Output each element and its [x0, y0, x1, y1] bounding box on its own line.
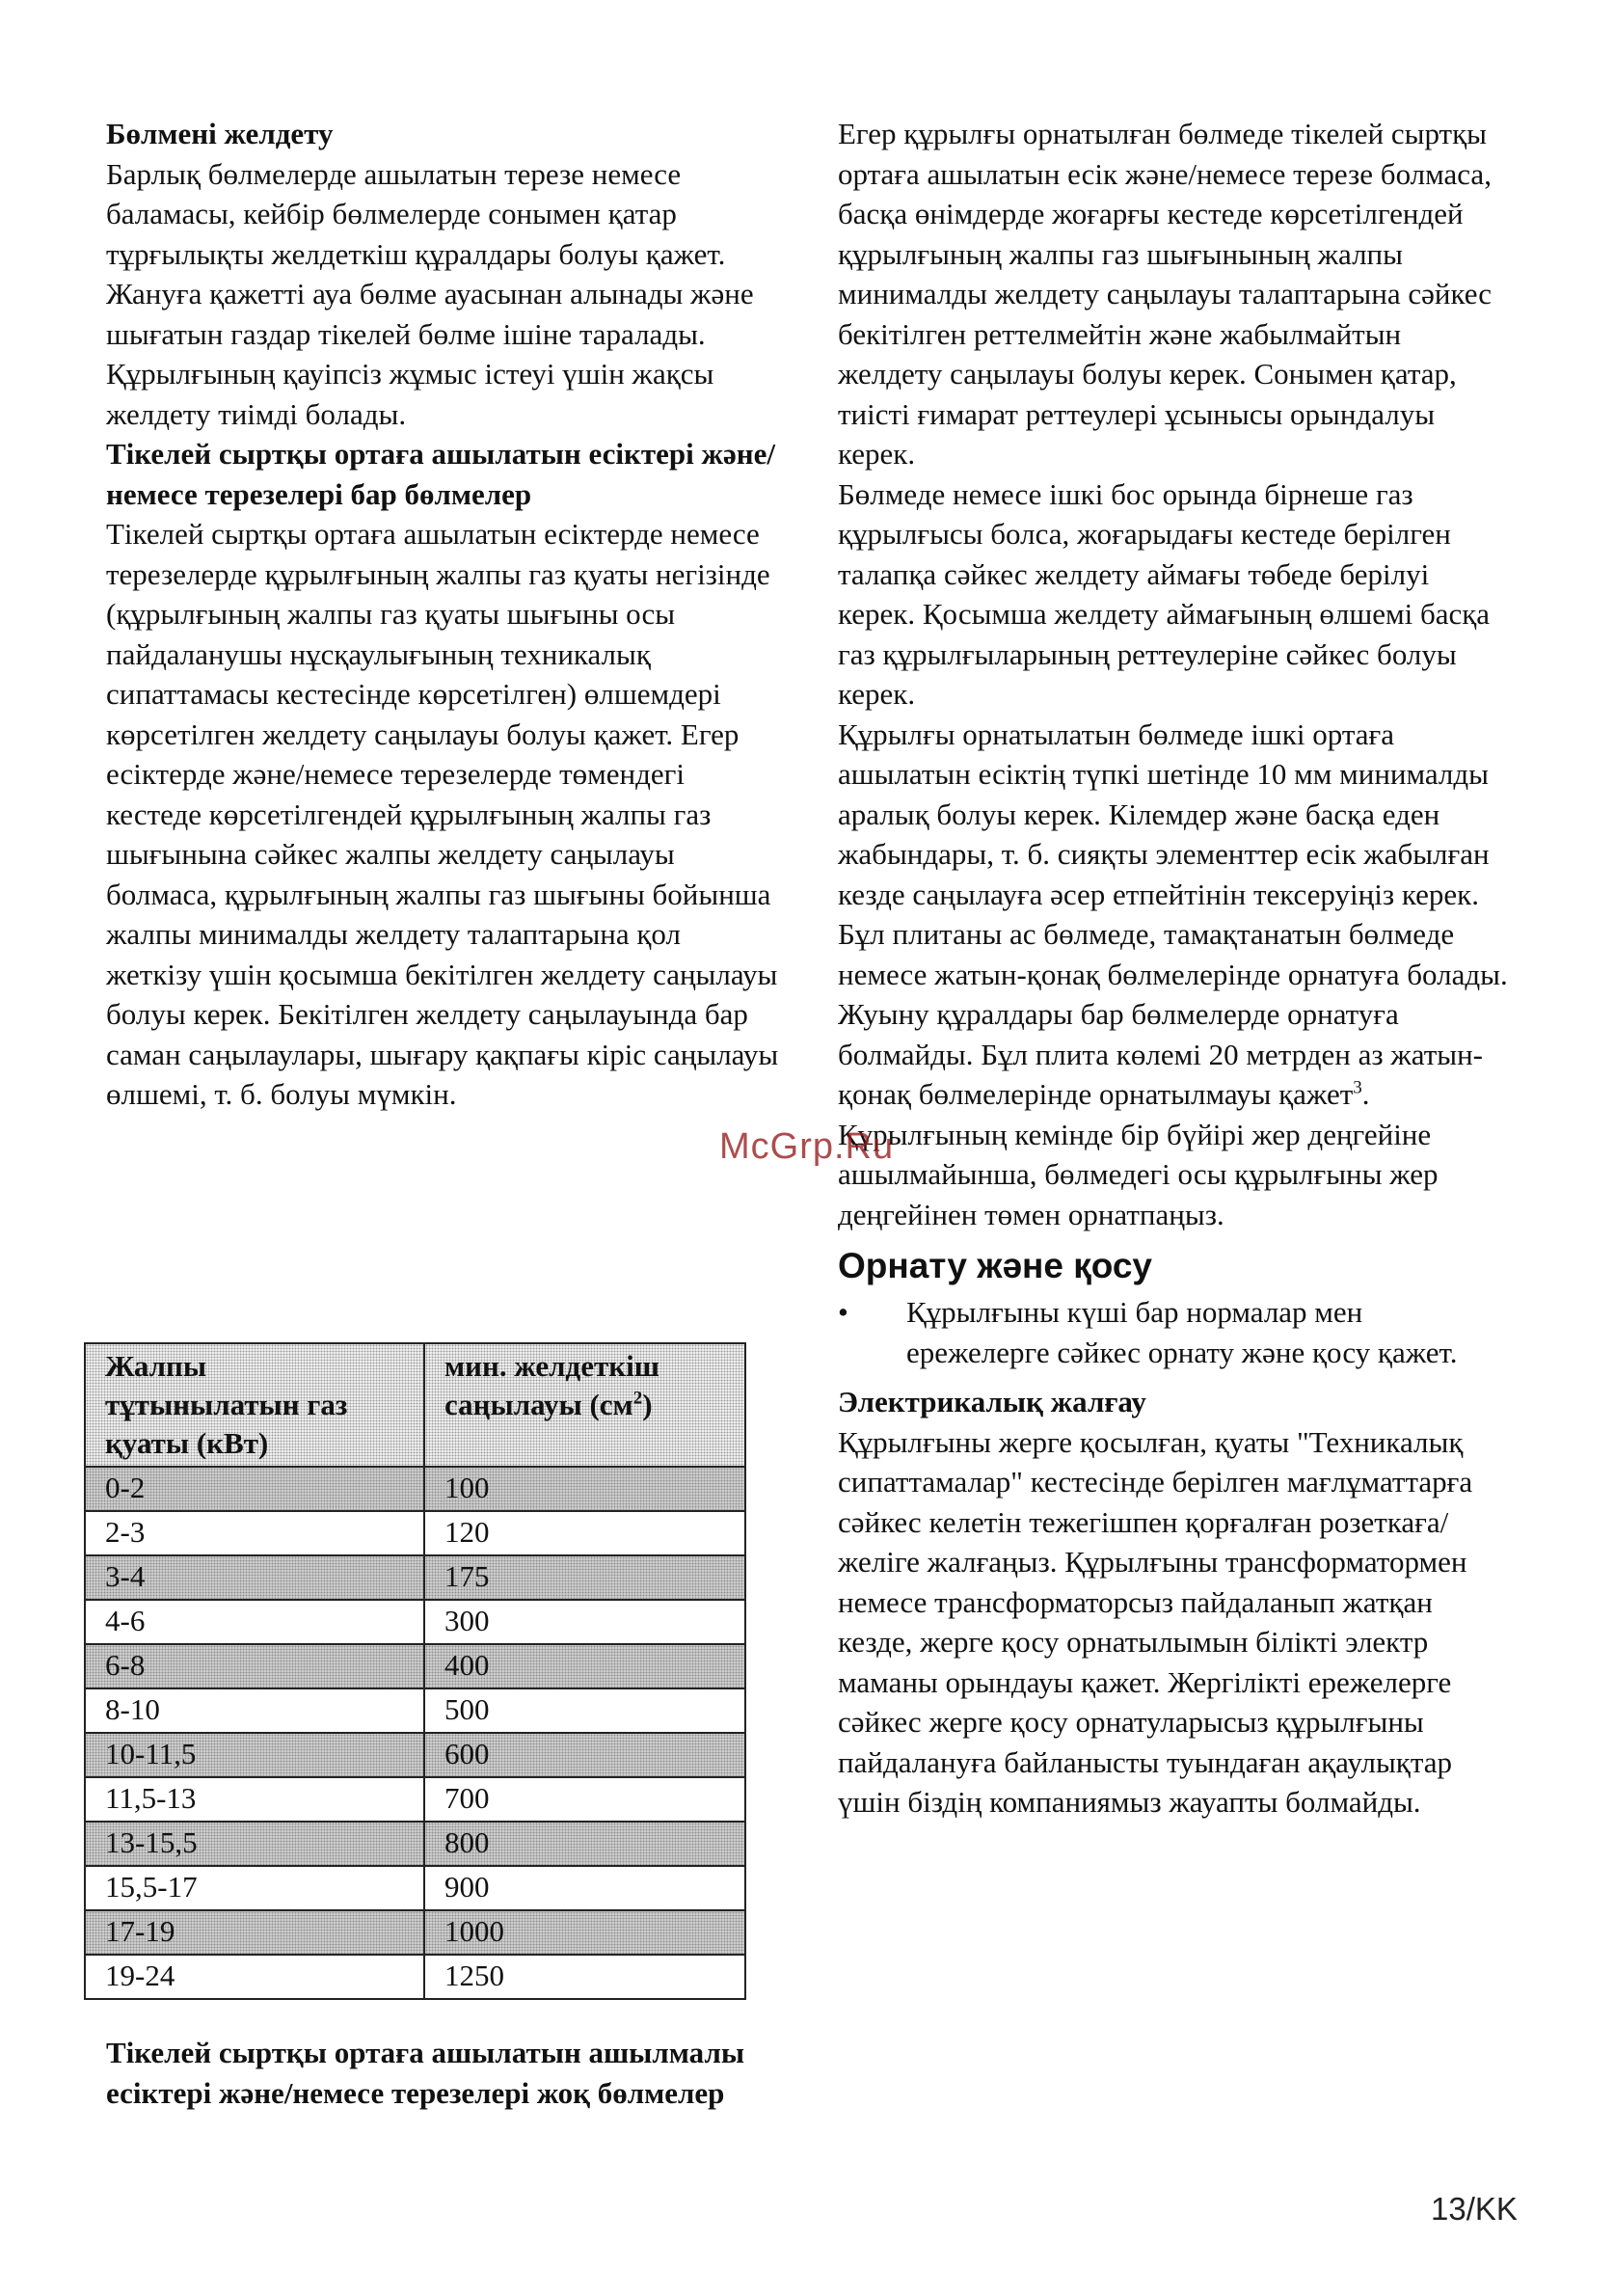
cell-power: 17-19 [85, 1910, 424, 1955]
paragraph-multiple-gas-appliances: Бөлмеде немесе ішкі бос орында бірнеше газ құрылғысы болса, жоғарыдағы кестеде берілген талапқа сәйкес желдету аймағы төбеде берілуі керек. Қосымша желдету аймағының өлшемі басқа газ құрылғыларының реттеулеріне сәйкес болуы керек. [838, 476, 1491, 711]
paragraph-no-direct-opening: Егер құрылғы орнатылған бөлмеде тікелей сыртқы ортаға ашылатын есік және/немесе терезе болмаса, басқа өнімдерде жоғарғы кестеде көрсетілгендей құрылғының жалпы газ шығынының жалпы минималды желдету саңылауы талаптарына сәйкес бекітілген реттелмейтін және жабылмайтын желдету саңылауы болуы керек. Сонымен қатар, тиісті ғимарат реттеулері ұсынысы орындалуы керек. [838, 117, 1493, 471]
paragraph-below-ground: Құрылғының кемінде бір бүйірі жер деңгейіне ашылмайынша, бөлмедегі осы құрылғыны жер деңгейінен төмен орнатпаңыз. [838, 1117, 1439, 1231]
table-row [85, 1910, 745, 1955]
table-row [85, 1555, 745, 1600]
left-column [106, 114, 781, 1115]
cell-power: 8-10 [85, 1688, 424, 1733]
paragraph-install-rooms [838, 914, 1513, 1115]
section-heading-rooms-without-doors-windows: Тікелей сыртқы ортаға ашылатын ашылмалы есіктері және/немесе терезелері жоқ бөлмелер [106, 2036, 745, 2110]
cell-power: 15,5-17 [85, 1866, 424, 1910]
table-header-opening-text: мин. желдеткіш саңылауы (см [444, 1349, 659, 1421]
table-row [85, 1600, 745, 1644]
cell-power: 3-4 [85, 1555, 424, 1600]
paragraph-door-gap: Құрылғы орнатылатын бөлмеде ішкі ортаға ашылатын есіктің түпкі шетінде 10 мм минималды аралық болуы керек. Кілемдер және басқа еден жабындары, т. б. сияқты элементтер есік жабылған кезде саңылауға әсер етпейтінін тексеруіңіз керек. [838, 716, 1490, 911]
cell-opening: 800 [424, 1822, 745, 1866]
cell-power: 4-6 [85, 1600, 424, 1644]
table-row [85, 1733, 745, 1777]
cell-opening: 1250 [424, 1955, 745, 1999]
table-row [85, 1777, 745, 1822]
table-header-row [85, 1343, 745, 1467]
paragraph-install-rooms-text: Бұл плитаны ас бөлмеде, тамақтанатын бөлмеде немесе жатын-қонақ бөлмелерінде орнатуға болады. Жуыну құралдары бар бөлмелерде орнатуға болмайды. Бұл плита көлемі 20 метрден аз жатын-қонақ бөлмелерінде орнатылмауы қажет [838, 917, 1508, 1111]
table-row [85, 1955, 745, 1999]
cell-power: 11,5-13 [85, 1777, 424, 1822]
footnote-ref: 3 [1353, 1077, 1362, 1098]
cell-power: 0-2 [85, 1467, 424, 1511]
cell-opening: 600 [424, 1733, 745, 1777]
sub-heading-electrical: Электрикалық жалғау [838, 1385, 1146, 1418]
table-header-opening [424, 1343, 745, 1467]
table-row [85, 1822, 745, 1866]
table-row [85, 1688, 745, 1733]
table-row [85, 1511, 745, 1555]
watermark: McGrp.Ru [719, 1126, 895, 1167]
paragraph-install-rooms-end: . [1361, 1077, 1370, 1111]
cell-opening: 100 [424, 1467, 745, 1511]
cell-opening: 900 [424, 1866, 745, 1910]
cell-opening: 300 [424, 1600, 745, 1644]
cell-power: 10-11,5 [85, 1733, 424, 1777]
cell-power: 6-8 [85, 1644, 424, 1688]
section-heading-rooms-with-doors-windows: Тікелей сыртқы ортаға ашылатын есіктері және/немесе терезелері бар бөлмелер [106, 437, 775, 511]
table-header-opening-sup: 2 [632, 1388, 643, 1409]
table-header-power: Жалпы тұтынылатын газ қуаты (кВт) [85, 1343, 424, 1467]
table-header-opening-close: ) [642, 1388, 653, 1421]
bullet-mark: • [838, 1295, 848, 1329]
paragraph-ventilation-intro: Барлық бөлмелерде ашылатын терезе немесе баламасы, кейбір бөлмелерде сонымен қатар тұрғылықты желдеткіш құралдары болуы қажет. Жануға қажетті ауа бөлме ауасынан алынады және шығатын газдар тікелей бөлме ішіне таралады. Құрылғының қауіпсіз жұмыс істеуі үшін жақсы желдету тиімді болады. [106, 156, 754, 431]
page-number: 13/KK [1431, 2191, 1518, 2227]
cell-opening: 500 [424, 1688, 745, 1733]
cell-opening: 175 [424, 1555, 745, 1600]
section-heading-room-ventilation: Бөлмені желдету [106, 117, 334, 150]
cell-opening: 700 [424, 1777, 745, 1822]
cell-power: 19-24 [85, 1955, 424, 1999]
bullet-item [838, 1292, 1513, 1372]
paragraph-electrical: Құрылғыны жерге қосылған, қуаты "Техникалық сипаттамалар" кестесінде берілген мағлұматтарға сәйкес келетін тежегішпен қорғалған розеткаға/желіге жалғаңыз. Құрылғыны трансформатормен немесе трансформаторсыз пайдаланып жатқан кезде, жерге қосу орнатылымын білікті электр маманы орындауы қажет. Жергілікті ережелерге сәйкес жерге қосу орнатуларысыз құрылғыны пайдалануға байланысты туындаған ақаулықтар үшін біздің компаниямыз жауапты болмайды. [838, 1424, 1473, 1819]
table-row [85, 1467, 745, 1511]
cell-power: 2-3 [85, 1511, 424, 1555]
cell-opening: 400 [424, 1644, 745, 1688]
paragraph-ventilation-requirements: Тікелей сыртқы ортаға ашылатын есіктерде немесе терезелерде құрылғының жалпы газ қуаты негізінде (құрылғының жалпы газ қуаты шығыны осы пайдаланушы нұсқаулығының техникалық сипаттамасы кестесінде көрсетілген) өлшемдері көрсетілген желдету саңылауы болуы қажет. Егер есіктерде және/немесе терезелерде төмендегі кестеде көрсетілгендей құрылғының жалпы газ шығынына сәйкес жалпы желдету саңылауы болмаса, құрылғының жалпы газ шығыны бойынша жалпы минималды желдету талаптарына қол жеткізу үшін қосымша бекітілген желдету саңылауы болуы керек. Бекітілген желдету саңылауында бар саман саңылаулары, шығару қақпағы кіріс саңылауы өлшемі, т. б. болуы мүмкін. [106, 517, 779, 1111]
table-row [85, 1644, 745, 1688]
cell-opening: 1000 [424, 1910, 745, 1955]
bullet-text: Құрылғыны күші бар нормалар мен ережелерге сәйкес орнату және қосу қажет. [906, 1295, 1458, 1369]
right-column [838, 114, 1513, 1823]
cell-opening: 120 [424, 1511, 745, 1555]
cell-power: 13-15,5 [85, 1822, 424, 1866]
left-bottom-heading-block [106, 2033, 781, 2113]
section-title-installation: Орнату және қосу [838, 1246, 1153, 1285]
ventilation-table [84, 1342, 746, 2000]
table-row [85, 1866, 745, 1910]
